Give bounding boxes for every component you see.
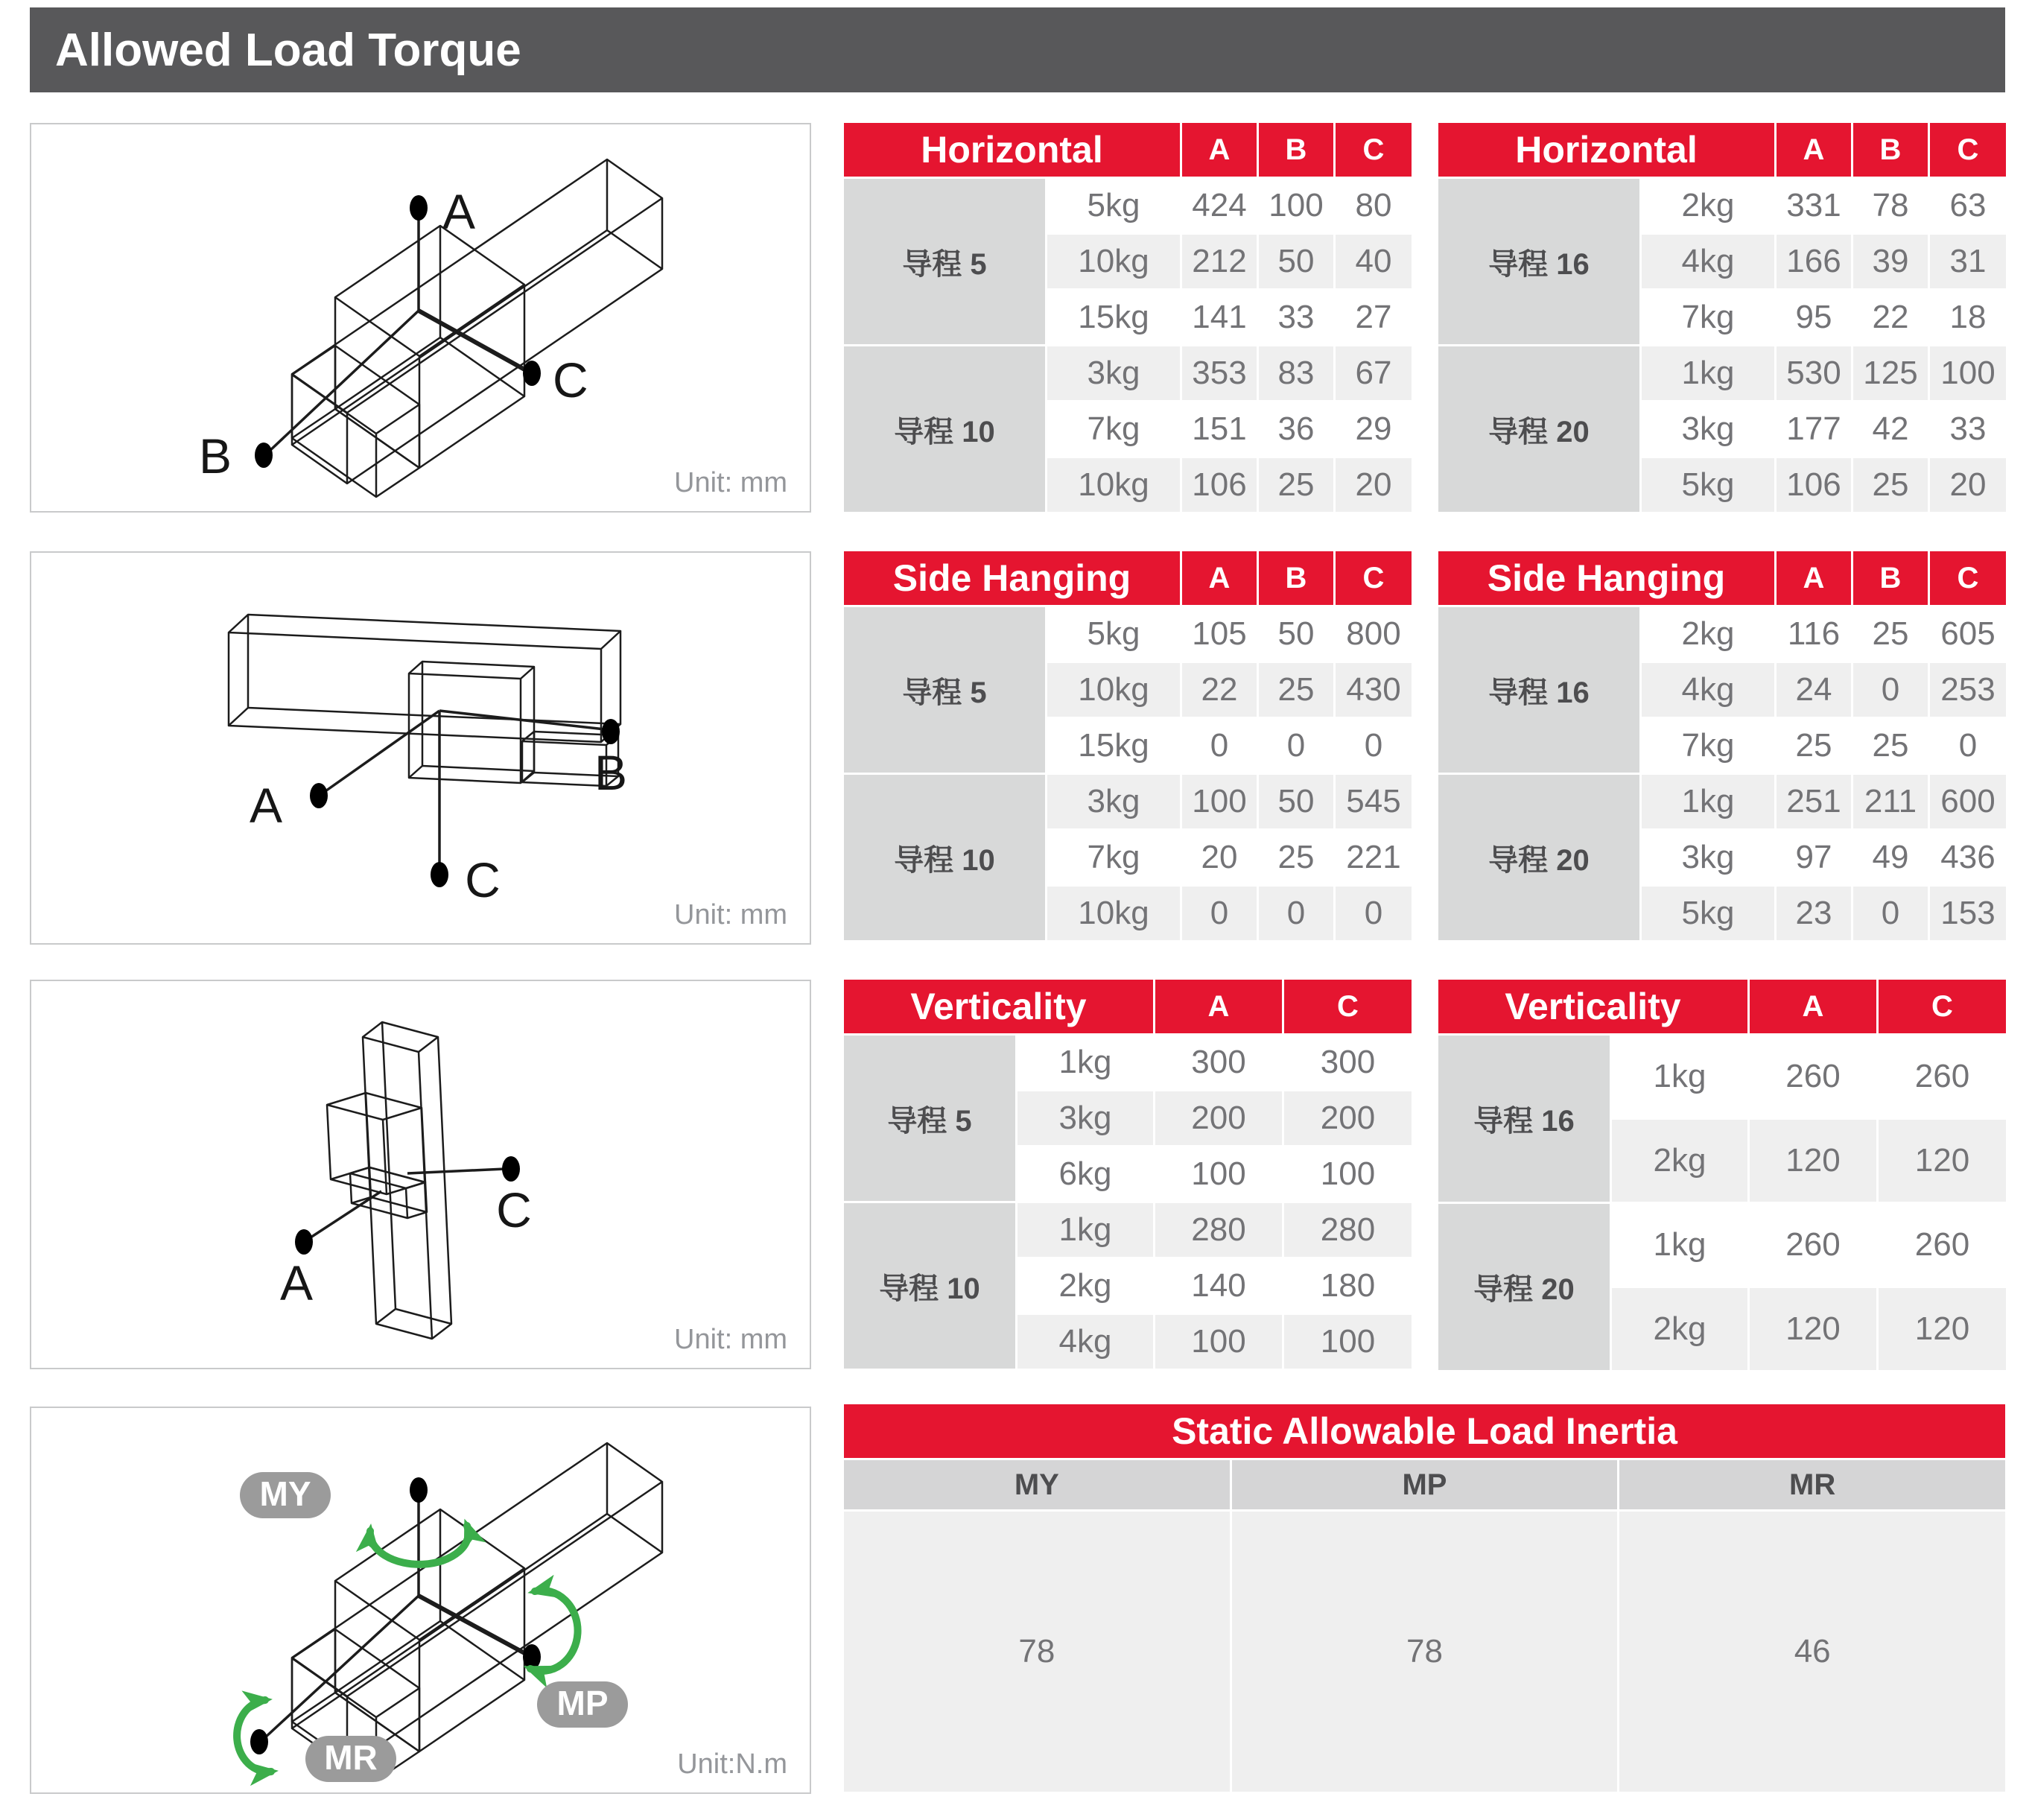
axis-point-a [295, 1229, 313, 1255]
col-header-c: C [1930, 123, 2006, 177]
value-cell-b: 125 [1853, 346, 1928, 400]
value-cell-b: 36 [1259, 402, 1333, 456]
value-cell-c: 27 [1336, 291, 1412, 344]
lead-group-cell: 导程 10 [844, 1203, 1015, 1369]
load-cell: 2kg [1612, 1120, 1747, 1202]
value-cell-b: 25 [1259, 663, 1333, 717]
value-cell-a: 141 [1182, 291, 1257, 344]
axis-point-mr [250, 1729, 268, 1754]
value-cell-b: 25 [1853, 607, 1928, 661]
load-cell: 10kg [1047, 887, 1180, 940]
badge-mr-label: MR [324, 1738, 378, 1777]
value-cell-a: 300 [1155, 1036, 1282, 1089]
value-cell-a: 24 [1777, 663, 1851, 717]
lead-group-cell: 导程 10 [844, 346, 1045, 512]
table-title-cell: Verticality [844, 980, 1153, 1033]
col-header-mp: MP [1232, 1460, 1618, 1509]
unit-label: Unit:N.m [677, 1748, 787, 1780]
table-side-hanging-lead16-20 [1438, 551, 2006, 940]
value-cell-a: 20 [1182, 831, 1257, 884]
axis-label-c: C [496, 1182, 532, 1237]
axis-point-my [410, 1477, 428, 1503]
table-title-cell: Horizontal [844, 123, 1180, 177]
axis-line-mr [264, 1596, 419, 1739]
table-side-hanging-lead5-10 [844, 551, 1412, 940]
col-header-my: MY [844, 1460, 1230, 1509]
value-cell-a: 95 [1777, 291, 1851, 344]
value-cell-c: 20 [1930, 458, 2006, 512]
value-cell-b: 25 [1259, 458, 1333, 512]
axis-point-a [410, 195, 428, 221]
col-header-b: B [1853, 551, 1928, 605]
lead-group-cell: 导程 5 [844, 607, 1045, 773]
value-cell-c: 300 [1284, 1036, 1412, 1089]
axis-label-a: A [442, 184, 476, 239]
value-cell-b: 100 [1259, 179, 1333, 232]
load-cell: 1kg [1612, 1036, 1747, 1117]
load-cell: 2kg [1642, 179, 1774, 232]
load-cell: 5kg [1047, 607, 1180, 661]
value-cell-c: 0 [1336, 719, 1412, 773]
diagram-verticality-box [30, 980, 811, 1369]
value-cell-b: 78 [1853, 179, 1928, 232]
value-cell-c: 80 [1336, 179, 1412, 232]
unit-label: Unit: mm [674, 467, 787, 498]
diagram-side-hanging-box [30, 551, 811, 945]
lead-group-cell: 导程 10 [844, 775, 1045, 940]
axis-label-a: A [249, 778, 283, 833]
page-title: Allowed Load Torque [55, 24, 521, 76]
lead-group-cell: 导程 5 [844, 179, 1045, 344]
lead-group-cell: 导程 5 [844, 1036, 1015, 1201]
table-static-load-inertia [844, 1404, 2005, 1792]
diagram-horizontal-drawing [31, 124, 810, 511]
col-header-mr: MR [1619, 1460, 2005, 1509]
value-cell-b: 50 [1259, 235, 1333, 288]
value-cell-b: 0 [1259, 719, 1333, 773]
load-cell: 3kg [1642, 402, 1774, 456]
load-cell: 2kg [1017, 1259, 1153, 1313]
value-cell-a: 100 [1155, 1315, 1282, 1369]
value-cell-c: 253 [1930, 663, 2006, 717]
col-header-b: B [1259, 123, 1333, 177]
value-cell-a: 280 [1155, 1203, 1282, 1257]
col-header-a: A [1182, 551, 1257, 605]
table-verticality-lead16-20 [1438, 980, 2006, 1370]
load-cell: 7kg [1047, 831, 1180, 884]
carriage-wireframe [335, 226, 524, 468]
value-cell-a: 120 [1750, 1288, 1876, 1370]
col-header-a: A [1155, 980, 1282, 1033]
lead-group-cell: 导程 16 [1438, 607, 1639, 773]
value-cell-b: 50 [1259, 775, 1333, 828]
value-cell-a: 260 [1750, 1204, 1876, 1286]
value-cell-a: 100 [1155, 1147, 1282, 1201]
value-cell-c: 436 [1930, 831, 2006, 884]
value-cell-c: 100 [1284, 1315, 1412, 1369]
value-cell-c: 40 [1336, 235, 1412, 288]
col-header-a: A [1750, 980, 1876, 1033]
value-cell-c: 600 [1930, 775, 2006, 828]
value-cell-c: 280 [1284, 1203, 1412, 1257]
value-cell-b: 22 [1853, 291, 1928, 344]
axis-label-a: A [279, 1255, 314, 1310]
value-cell-b: 83 [1259, 346, 1333, 400]
value-cell-b: 50 [1259, 607, 1333, 661]
value-cell-a: 116 [1777, 607, 1851, 661]
load-cell: 1kg [1017, 1203, 1153, 1257]
axis-point-b [255, 443, 273, 468]
table-horizontal-lead16-20 [1438, 123, 2006, 512]
load-cell: 10kg [1047, 458, 1180, 512]
page-title-bar [30, 7, 2005, 92]
value-cell-mp: 78 [1232, 1512, 1618, 1792]
value-cell-a: 251 [1777, 775, 1851, 828]
value-cell-a: 530 [1777, 346, 1851, 400]
lead-group-cell: 导程 20 [1438, 775, 1639, 940]
value-cell-mr: 46 [1619, 1512, 2005, 1792]
lead-group-cell: 导程 20 [1438, 1204, 1610, 1370]
load-cell: 7kg [1642, 719, 1774, 773]
value-cell-b: 25 [1259, 831, 1333, 884]
load-cell: 15kg [1047, 291, 1180, 344]
rail-wireframe [292, 159, 662, 483]
value-cell-c: 120 [1879, 1288, 2006, 1370]
load-cell: 4kg [1642, 235, 1774, 288]
axis-point-a [310, 783, 328, 808]
load-cell: 3kg [1017, 1091, 1153, 1145]
value-cell-a: 120 [1750, 1120, 1876, 1202]
value-cell-a: 0 [1182, 887, 1257, 940]
load-cell: 2kg [1612, 1288, 1747, 1370]
diagram-side-hanging-drawing [31, 553, 810, 943]
carriage-wireframe [335, 1509, 524, 1751]
table-title-cell: Verticality [1438, 980, 1747, 1033]
load-cell: 7kg [1642, 291, 1774, 344]
col-header-a: A [1777, 551, 1851, 605]
unit-label: Unit: mm [674, 1324, 787, 1355]
axis-label-b: B [594, 745, 628, 800]
value-cell-a: 260 [1750, 1036, 1876, 1117]
axis-label-c: C [553, 352, 588, 408]
lead-group-cell: 导程 16 [1438, 1036, 1610, 1202]
value-cell-c: 153 [1930, 887, 2006, 940]
diagram-verticality-drawing [31, 981, 810, 1368]
carriage-wireframe [409, 662, 534, 783]
load-cell: 10kg [1047, 235, 1180, 288]
axis-label-b: B [199, 428, 232, 483]
value-cell-b: 25 [1853, 719, 1928, 773]
value-cell-a: 23 [1777, 887, 1851, 940]
value-cell-a: 353 [1182, 346, 1257, 400]
value-cell-a: 105 [1182, 607, 1257, 661]
axis-line-c [407, 1169, 505, 1173]
value-cell-c: 120 [1879, 1120, 2006, 1202]
load-cell: 15kg [1047, 719, 1180, 773]
axis-line-b [439, 711, 605, 729]
value-cell-b: 0 [1853, 663, 1928, 717]
value-cell-a: 22 [1182, 663, 1257, 717]
table-title-cell: Side Hanging [844, 551, 1180, 605]
value-cell-b: 0 [1853, 887, 1928, 940]
value-cell-a: 140 [1155, 1259, 1282, 1313]
load-cell: 4kg [1642, 663, 1774, 717]
value-cell-b: 33 [1259, 291, 1333, 344]
load-cell: 2kg [1642, 607, 1774, 661]
load-cell: 1kg [1642, 346, 1774, 400]
col-header-c: C [1336, 123, 1412, 177]
value-cell-c: 221 [1336, 831, 1412, 884]
value-cell-a: 200 [1155, 1091, 1282, 1145]
value-cell-c: 100 [1284, 1147, 1412, 1201]
lead-group-cell: 导程 20 [1438, 346, 1639, 512]
badge-mp-label: MP [556, 1684, 609, 1722]
value-cell-c: 0 [1930, 719, 2006, 773]
col-header-c: C [1930, 551, 2006, 605]
load-cell: 3kg [1642, 831, 1774, 884]
load-cell: 10kg [1047, 663, 1180, 717]
col-header-a: A [1182, 123, 1257, 177]
value-cell-c: 605 [1930, 607, 2006, 661]
value-cell-c: 29 [1336, 402, 1412, 456]
value-cell-c: 67 [1336, 346, 1412, 400]
value-cell-c: 100 [1930, 346, 2006, 400]
value-cell-a: 25 [1777, 719, 1851, 773]
value-cell-c: 260 [1879, 1036, 2006, 1117]
value-cell-b: 42 [1853, 402, 1928, 456]
load-cell: 1kg [1642, 775, 1774, 828]
value-cell-a: 0 [1182, 719, 1257, 773]
axis-line-b [268, 311, 419, 452]
value-cell-my: 78 [844, 1512, 1230, 1792]
col-header-a: A [1777, 123, 1851, 177]
table-title-cell: Static Allowable Load Inertia [844, 1404, 2005, 1458]
value-cell-a: 100 [1182, 775, 1257, 828]
load-cell: 6kg [1017, 1147, 1153, 1201]
load-cell: 5kg [1047, 179, 1180, 232]
col-header-b: B [1259, 551, 1333, 605]
load-cell: 1kg [1612, 1204, 1747, 1286]
col-header-c: C [1336, 551, 1412, 605]
value-cell-a: 106 [1182, 458, 1257, 512]
load-cell: 5kg [1642, 458, 1774, 512]
load-cell: 4kg [1017, 1315, 1153, 1369]
value-cell-b: 211 [1853, 775, 1928, 828]
value-cell-c: 430 [1336, 663, 1412, 717]
load-cell: 3kg [1047, 346, 1180, 400]
axis-point-c [502, 1156, 520, 1182]
diagram-torque-drawing [31, 1408, 810, 1792]
value-cell-b: 39 [1853, 235, 1928, 288]
col-header-c: C [1284, 980, 1412, 1033]
col-header-b: B [1853, 123, 1928, 177]
load-cell: 1kg [1017, 1036, 1153, 1089]
axis-point-b [602, 719, 620, 744]
value-cell-c: 200 [1284, 1091, 1412, 1145]
axis-label-c: C [465, 852, 501, 907]
table-verticality-lead5-10 [844, 980, 1412, 1369]
value-cell-a: 212 [1182, 235, 1257, 288]
value-cell-a: 331 [1777, 179, 1851, 232]
value-cell-c: 180 [1284, 1259, 1412, 1313]
rail-wireframe [229, 615, 620, 742]
table-title-cell: Horizontal [1438, 123, 1774, 177]
load-cell: 5kg [1642, 887, 1774, 940]
load-cell: 7kg [1047, 402, 1180, 456]
value-cell-a: 177 [1777, 402, 1851, 456]
value-cell-c: 33 [1930, 402, 2006, 456]
value-cell-c: 31 [1930, 235, 2006, 288]
badge-my-label: MY [259, 1474, 311, 1513]
table-horizontal-lead5-10 [844, 123, 1412, 512]
value-cell-a: 151 [1182, 402, 1257, 456]
table-title-cell: Side Hanging [1438, 551, 1774, 605]
load-cell: 3kg [1047, 775, 1180, 828]
value-cell-b: 49 [1853, 831, 1928, 884]
value-cell-c: 545 [1336, 775, 1412, 828]
value-cell-c: 800 [1336, 607, 1412, 661]
value-cell-b: 25 [1853, 458, 1928, 512]
value-cell-c: 18 [1930, 291, 2006, 344]
col-header-c: C [1879, 980, 2006, 1033]
value-cell-b: 0 [1259, 887, 1333, 940]
value-cell-c: 20 [1336, 458, 1412, 512]
value-cell-c: 63 [1930, 179, 2006, 232]
value-cell-c: 0 [1336, 887, 1412, 940]
value-cell-c: 260 [1879, 1204, 2006, 1286]
lead-group-cell: 导程 16 [1438, 179, 1639, 344]
value-cell-a: 97 [1777, 831, 1851, 884]
value-cell-a: 166 [1777, 235, 1851, 288]
value-cell-a: 106 [1777, 458, 1851, 512]
unit-label: Unit: mm [674, 899, 787, 930]
value-cell-a: 424 [1182, 179, 1257, 232]
diagram-torque-box [30, 1407, 811, 1794]
diagram-horizontal-box [30, 123, 811, 513]
axis-point-c [523, 361, 541, 386]
axis-point-c [431, 862, 448, 887]
